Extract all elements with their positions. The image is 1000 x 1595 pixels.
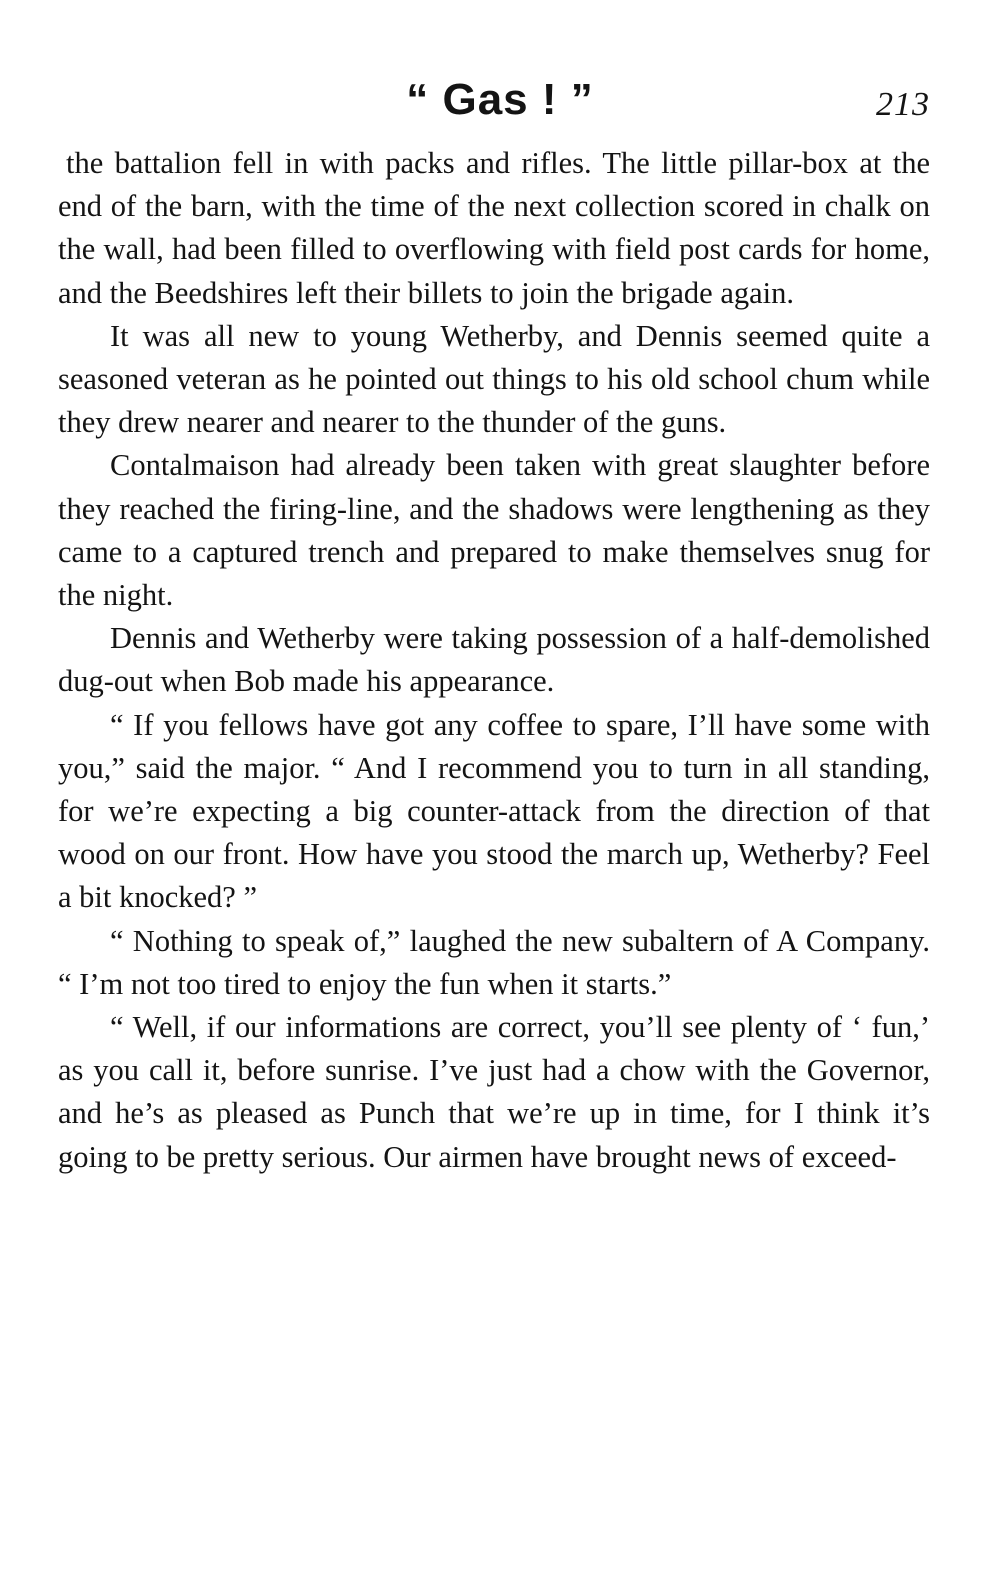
page-number: 213 <box>876 86 930 123</box>
body-text <box>58 142 930 1179</box>
running-head <box>0 72 1000 132</box>
paragraph: “ If you fellows have got any coffee to spare, I’ll have some with you,” said the major. “ And I recommend you to turn in all standing, for we’re expecting a big counter-attack from the direction of that wood on our front. How have you stood the march up, Wetherby? Feel a bit knocked? ” <box>58 707 930 915</box>
paragraph: “ Well, if our informations are correct, you’ll see plenty of ‘ fun,’ as you call it, before sunrise. I’ve just had a chow with the Governor, and he’s as pleased as Punch that we’re up in time, for I think it’s going to be pretty serious. Our airmen have brought news of exceed- <box>58 1010 930 1174</box>
paragraph-continued: the battalion fell in with packs and rifles. The little pillar-box at the end of the barn, with the time of the next collection scored in chalk on the wall, had been filled to overflowing with field post cards for home, and the Beedshires left their billets to join the brigade again. <box>58 146 930 310</box>
paragraph: “ Nothing to speak of,” laughed the new subaltern of A Company. “ I’m not too tired to enjoy the fun when it starts.” <box>58 923 930 1001</box>
paragraph: Contalmaison had already been taken with great slaughter before they reached the firing-line, and the shadows were lengthening as they came to a captured trench and prepared to make themselves snug for the night. <box>58 448 930 613</box>
paragraph: Dennis and Wetherby were taking possession of a half-demolished dug-out when Bob made his appearance. <box>58 621 930 699</box>
chapter-running-title: “ Gas ! ” <box>406 75 594 124</box>
paragraph: It was all new to young Wetherby, and Dennis seemed quite a seasoned veteran as he pointed out things to his old school chum while they drew nearer and nearer to the thunder of the guns. <box>58 318 930 440</box>
